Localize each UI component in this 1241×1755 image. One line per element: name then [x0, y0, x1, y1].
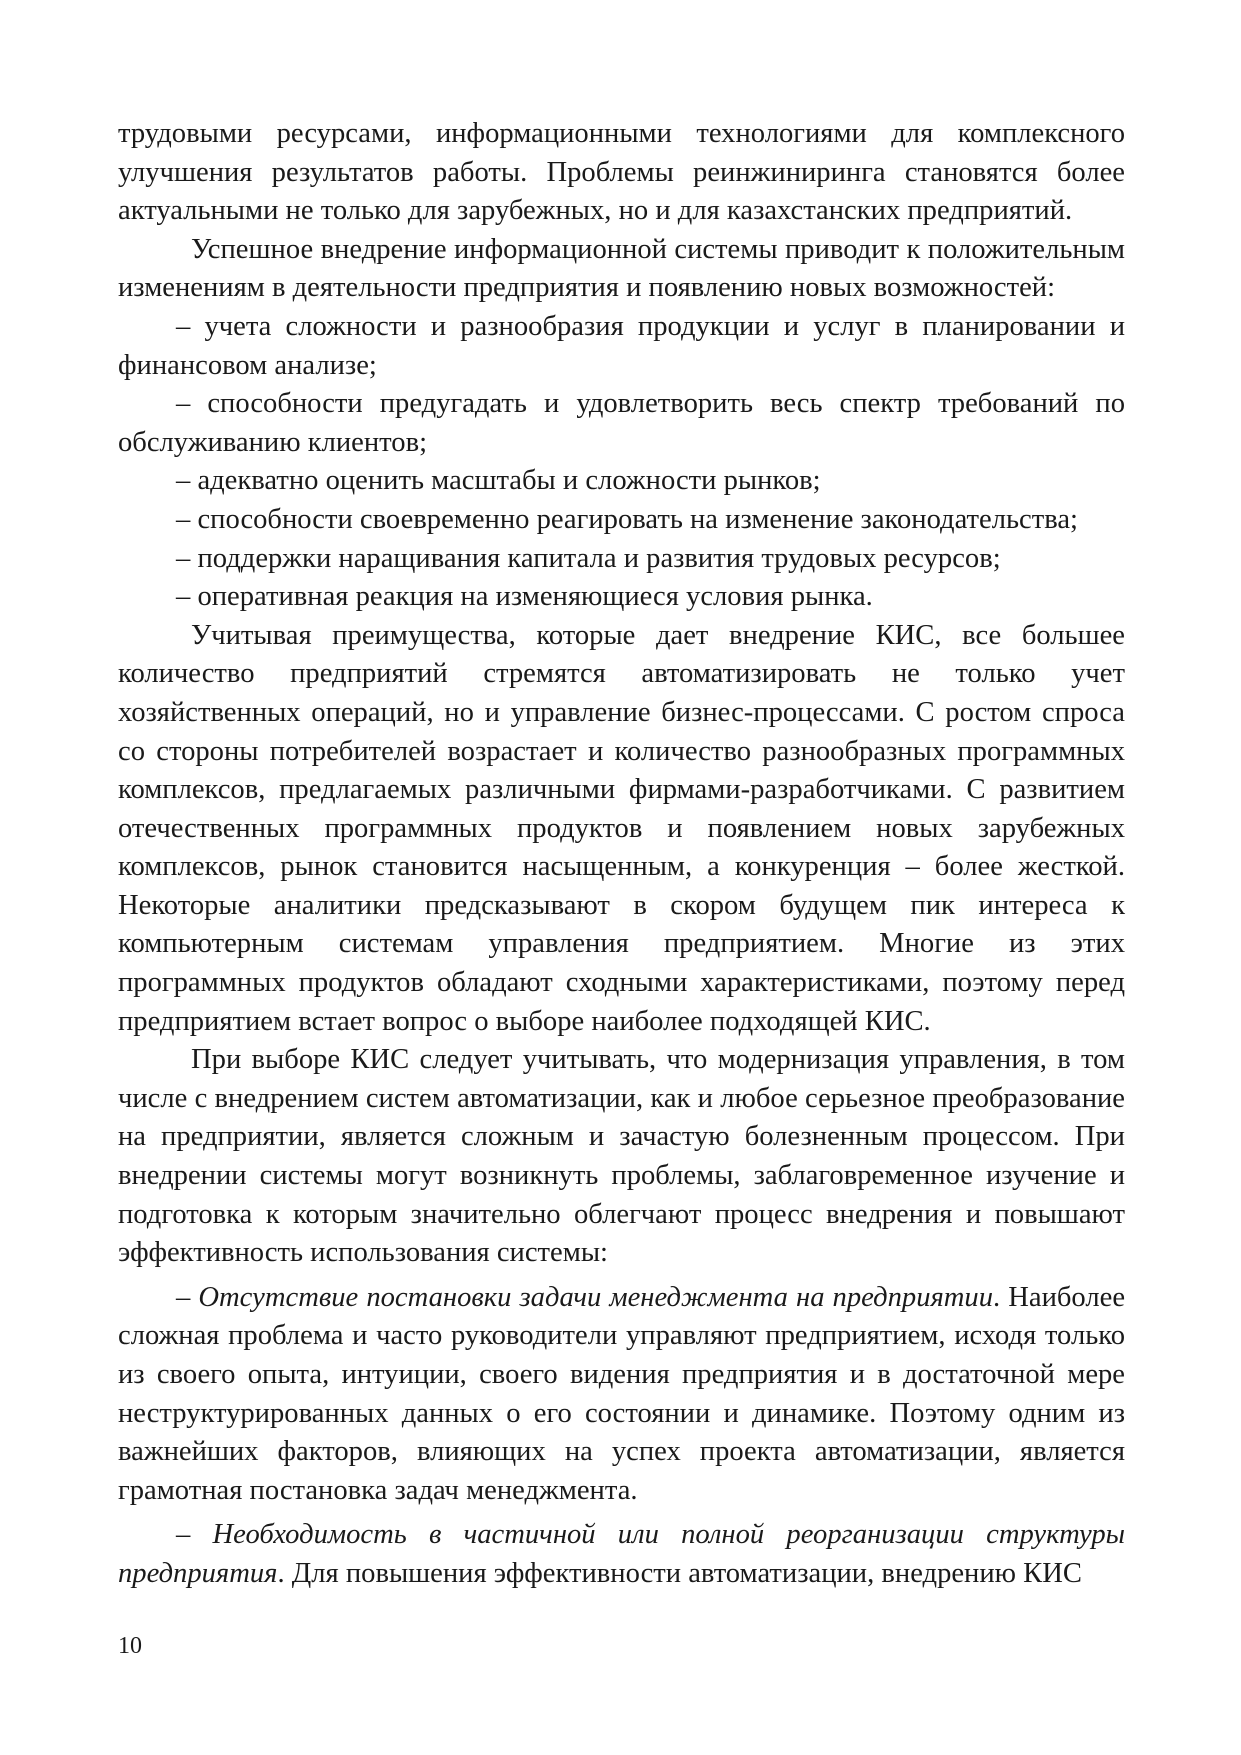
problem-dash: –	[176, 1519, 213, 1551]
paragraph-continuation: трудовыми ресурсами, информационными технологиями для комплексного улучшения результатов работы. Проблемы реинжиниринга становятся более актуальными не только для зарубежных, но и для казахстанских предприятий.	[118, 118, 1125, 227]
list-item: – оперативная реакция на изменяющиеся условия рынка.	[176, 581, 873, 613]
list-item: – способности предугадать и удовлетворить весь спектр требований по обслуживанию клиентов;	[118, 388, 1125, 458]
paragraph-kis-selection: При выборе КИС следует учитывать, что модернизация управления, в том числе с внедрением систем автоматизации, как и любое серьезное преобразование на предприятии, является сложным и зачастую болезненным процессом. При внедрении системы могут возникнуть проблемы, заблаговременное изучение и подготовка к которым значительно облегчают процесс внедрения и повышают эффективность использования системы:	[118, 1044, 1125, 1269]
list-item: – учета сложности и разнообразия продукции и услуг в планировании и финансовом анализе;	[118, 310, 1125, 381]
list-item: – способности своевременно реагировать на изменение законодательства;	[176, 503, 1079, 535]
paragraph-kis-advantages: Учитывая преимущества, которые дает внедрение КИС, все большее количество предприятий стремятся автоматизировать не только учет хозяйственных операций, но и управление бизнес-процессами. С ростом спроса со стороны потребителей возрастает и количество разнообразных программных комплексов, предлагаемых различными фирмами-разработчиками. С развитием отечественных программных продуктов и появлением новых зарубежных комплексов, рынок становится насыщенным, а конкуренция – более жесткой. Некоторые аналитики предсказывают в скором будущем пик интереса к компьютерным системам управления предприятием. Многие из этих программных продуктов обладают сходными характеристиками, поэтому перед предприятием встает вопрос о выборе наиболее подходящей КИС.	[118, 619, 1125, 1037]
problem-title: Отсутствие постановки задачи менеджмента на предприятии	[198, 1281, 994, 1313]
problem-title: Необходимость в частичной или полной реорганизации структуры предприятия	[118, 1519, 1125, 1589]
list-item: – адекватно оценить масштабы и сложности рынков;	[176, 465, 821, 497]
paragraph-implementation-benefits: Успешное внедрение информационной системы приводит к положительным изменениям в деятельности предприятия и появлению новых возможностей:	[118, 233, 1125, 304]
problem-text: . Для повышения эффективности автоматизации, внедрению КИС	[277, 1557, 1082, 1589]
problem-item-management	[118, 1279, 1125, 1511]
page-number: 10	[118, 1633, 142, 1659]
list-item: – поддержки наращивания капитала и развития трудовых ресурсов;	[176, 542, 1001, 574]
problem-text: . Наиболее сложная проблема и часто руководители управляют предприятием, исходя только из своего опыта, интуиции, своего видения предприятия и в достаточной мере неструктурированных данных о его состоянии и динамике. Поэтому одним из важнейших факторов, влияющих на успех проекта автоматизации, является грамотная постановка задач менеджмента.	[118, 1281, 1126, 1506]
problem-item-reorganization	[118, 1516, 1125, 1593]
document-page	[118, 115, 1125, 1594]
problem-dash: –	[176, 1281, 199, 1313]
